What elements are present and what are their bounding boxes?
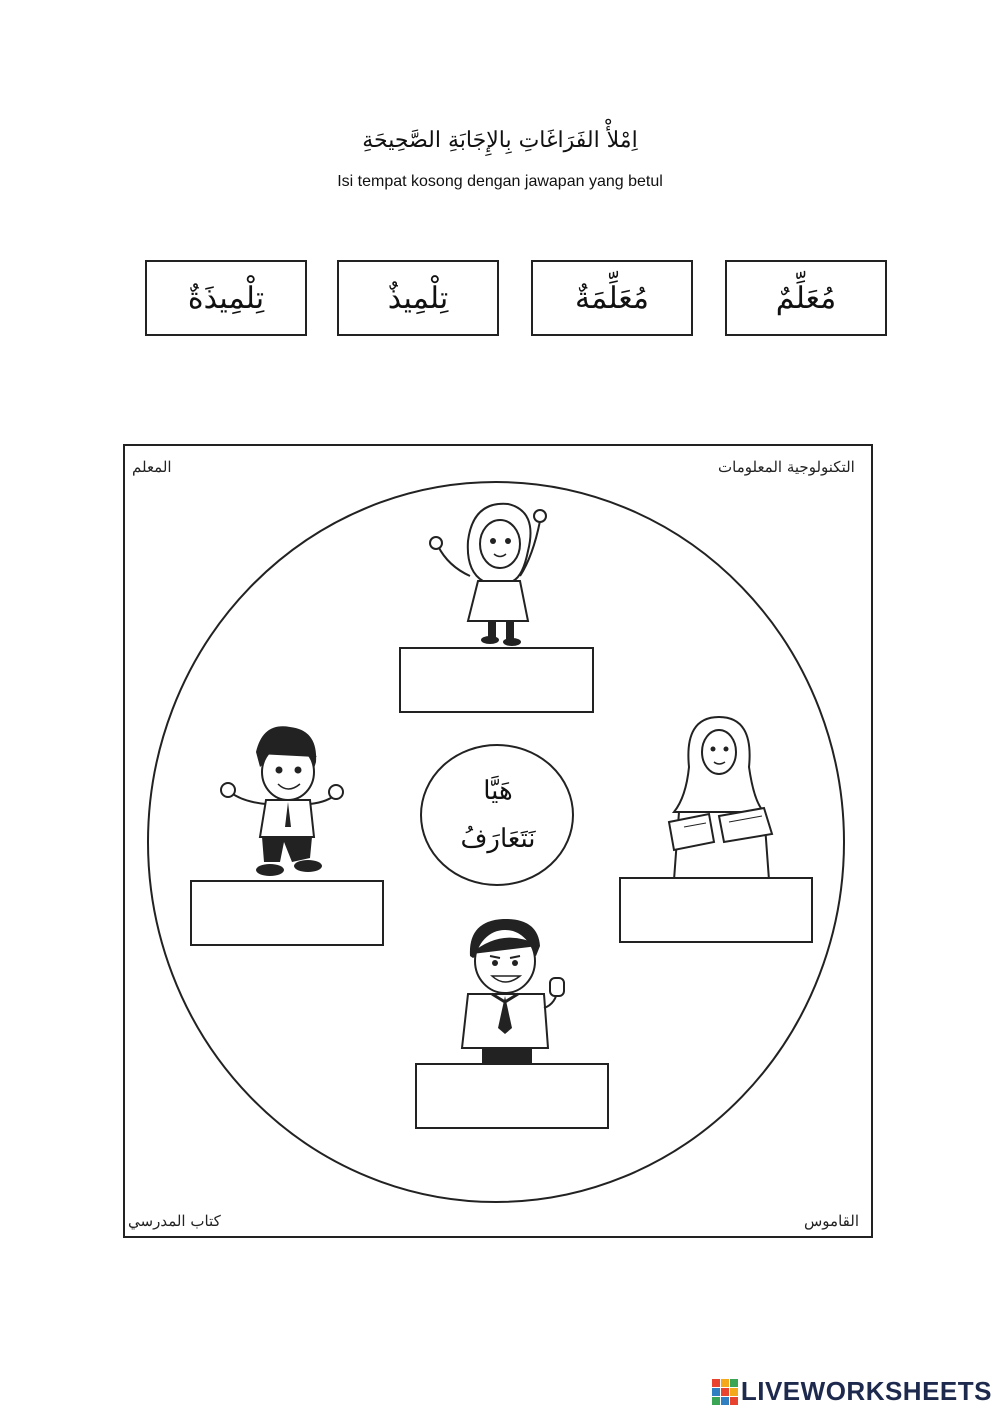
inner-circle	[421, 745, 573, 885]
center-text-line1: هَيَّا	[483, 776, 513, 806]
corner-label-bottom-right: القاموس	[804, 1212, 859, 1230]
female-teacher-illustration	[664, 712, 794, 882]
liveworksheets-brand-text: LIVEWORKSHEETS	[740, 1376, 992, 1406]
word-tile-muallimah[interactable]: مُعَلِّمَةٌ	[531, 260, 693, 336]
word-tile-tilmidh[interactable]: تِلْمِيذٌ	[337, 260, 499, 336]
liveworksheets-logo	[712, 1376, 992, 1407]
answer-box-female-teacher[interactable]	[619, 877, 813, 943]
center-text-line2: نَتَعَارَفُ	[460, 824, 536, 854]
answer-box-male-teacher[interactable]	[415, 1063, 609, 1129]
corner-label-top-right: التكنولوجية المعلومات	[718, 458, 855, 476]
corner-label-bottom-left: كتاب المدرسي	[128, 1212, 221, 1230]
liveworksheets-mark-icon	[712, 1379, 738, 1405]
corner-label-top-left: المعلم	[132, 458, 172, 476]
male-teacher-illustration	[448, 916, 578, 1066]
answer-box-girl-student[interactable]	[399, 647, 594, 713]
boy-student-illustration	[218, 722, 348, 882]
word-tile-muallim[interactable]: مُعَلِّمٌ	[725, 260, 887, 336]
girl-student-illustration	[428, 496, 558, 646]
word-tile-tilmidhah[interactable]: تِلْمِيذَةٌ	[145, 260, 307, 336]
instruction-malay: Isi tempat kosong dengan jawapan yang betul	[337, 173, 663, 190]
answer-box-boy-student[interactable]	[190, 880, 384, 946]
instruction-arabic: اِمْلأْ الفَرَاغَاتِ بِالإِجَابَةِ الصَّحِيحَةِ	[362, 128, 638, 153]
